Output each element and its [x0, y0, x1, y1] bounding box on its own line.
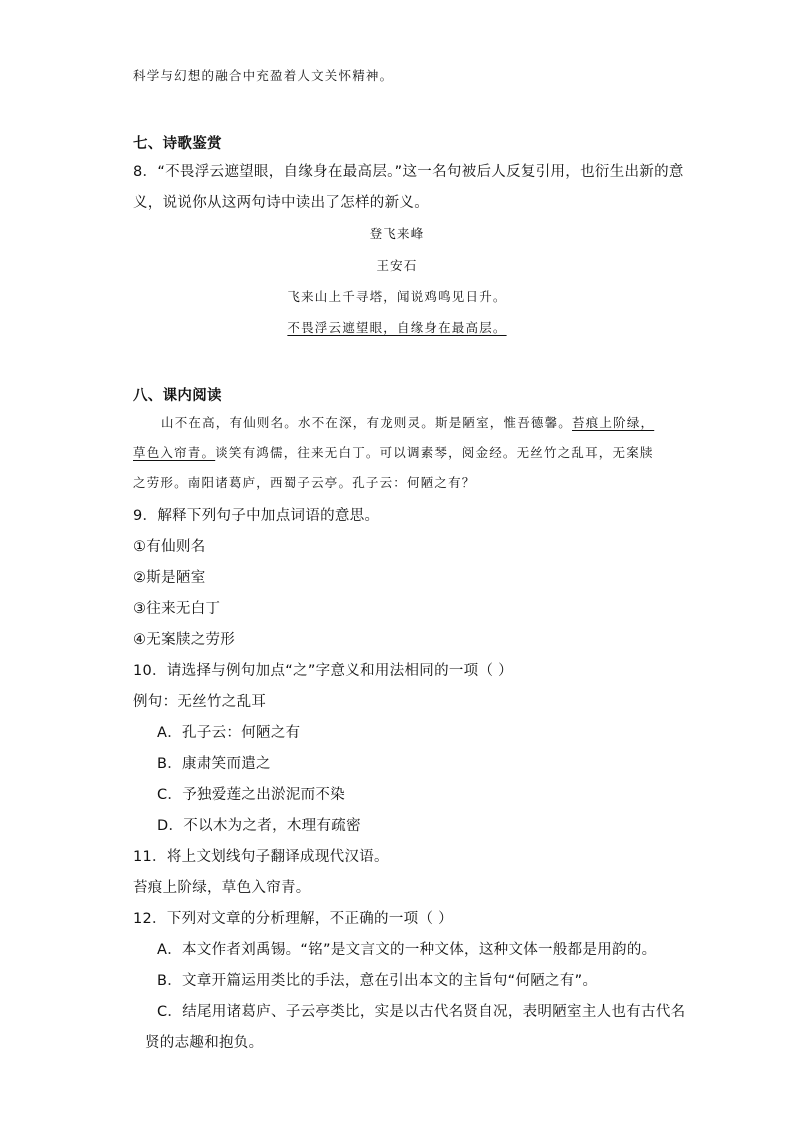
section-heading-reading: 八、课内阅读	[133, 388, 222, 404]
q11-sentence: 苔痕上阶绿，草色入帘青。	[133, 880, 311, 896]
q9-item: ④无案牍之劳形	[133, 632, 236, 648]
passage-line-2-text: 谈笑有鸿儒，往来无白丁。可以调素琴，阅金经。无丝竹之乱耳，无案牍	[215, 445, 654, 460]
q8-stem-line2: 义，说说你从这两句诗中读出了怎样的新义。	[133, 195, 429, 211]
passage-underlined-part-2: 草色入帘青。	[133, 445, 216, 460]
poem-line-2-underlined: 不畏浮云遮望眼，自缘身在最高层。	[287, 320, 507, 335]
q10-option: B．康肃笑而遣之	[157, 756, 271, 772]
q9-item: ①有仙则名	[133, 539, 206, 555]
q10-option: C．予独爱莲之出淤泥而不染	[157, 787, 346, 803]
passage-line-1-text: 山不在高，有仙则名。水不在深，有龙则灵。斯是陋室，惟吾德馨。	[161, 415, 573, 430]
q8-stem-line1: 8．“不畏浮云遮望眼，自缘身在最高层。”这一名句被后人反复引用，也衍生出新的意	[133, 164, 684, 180]
q12-option-c-continuation: 贤的志趣和抱负。	[145, 1035, 264, 1051]
passage-line-1	[161, 413, 654, 431]
poem-author: 王安石	[376, 258, 418, 273]
q10-option: A．孔子云：何陋之有	[157, 725, 301, 741]
poem-title: 登飞来峰	[369, 226, 425, 241]
q11-stem: 11．将上文划线句子翻译成现代汉语。	[133, 849, 389, 865]
section-heading-poetry: 七、诗歌鉴赏	[133, 136, 222, 152]
q9-item: ③往来无白丁	[133, 601, 221, 617]
passage-line-3: 之劳形。南阳诸葛庐，西蜀子云亭。孔子云：何陋之有？	[133, 475, 476, 490]
q10-stem: 10．请选择与例句加点“之”字意义和用法相同的一项（ ）	[133, 663, 513, 679]
q12-option: C．结尾用诸葛庐、子云亭类比，实是以古代名贤自况，表明陋室主人也有古代名	[157, 1004, 686, 1020]
q10-example: 例句：无丝竹之乱耳	[133, 694, 267, 710]
q9-stem: 9．解释下列句子中加点词语的意思。	[133, 508, 380, 524]
continuation-line: 科学与幻想的融合中充盈着人文关怀精神。	[133, 68, 394, 83]
passage-underlined-part-1: 苔痕上阶绿，	[572, 415, 655, 430]
poem-line-2	[0, 318, 794, 336]
q9-item: ②斯是陋室	[133, 570, 206, 586]
q12-option: A．本文作者刘禹锡。“铭”是文言文的一种文体，这种文体一般都是用韵的。	[157, 942, 657, 958]
q12-option: B．文章开篇运用类比的手法，意在引出本文的主旨句“何陋之有”。	[157, 973, 598, 989]
q12-stem: 12．下列对文章的分析理解，不正确的一项（ ）	[133, 911, 453, 927]
q10-option: D．不以木为之者，木理有疏密	[157, 818, 361, 834]
passage-line-2	[133, 443, 654, 461]
poem-line-1: 飞来山上千寻塔，闻说鸡鸣见日升。	[287, 289, 507, 304]
